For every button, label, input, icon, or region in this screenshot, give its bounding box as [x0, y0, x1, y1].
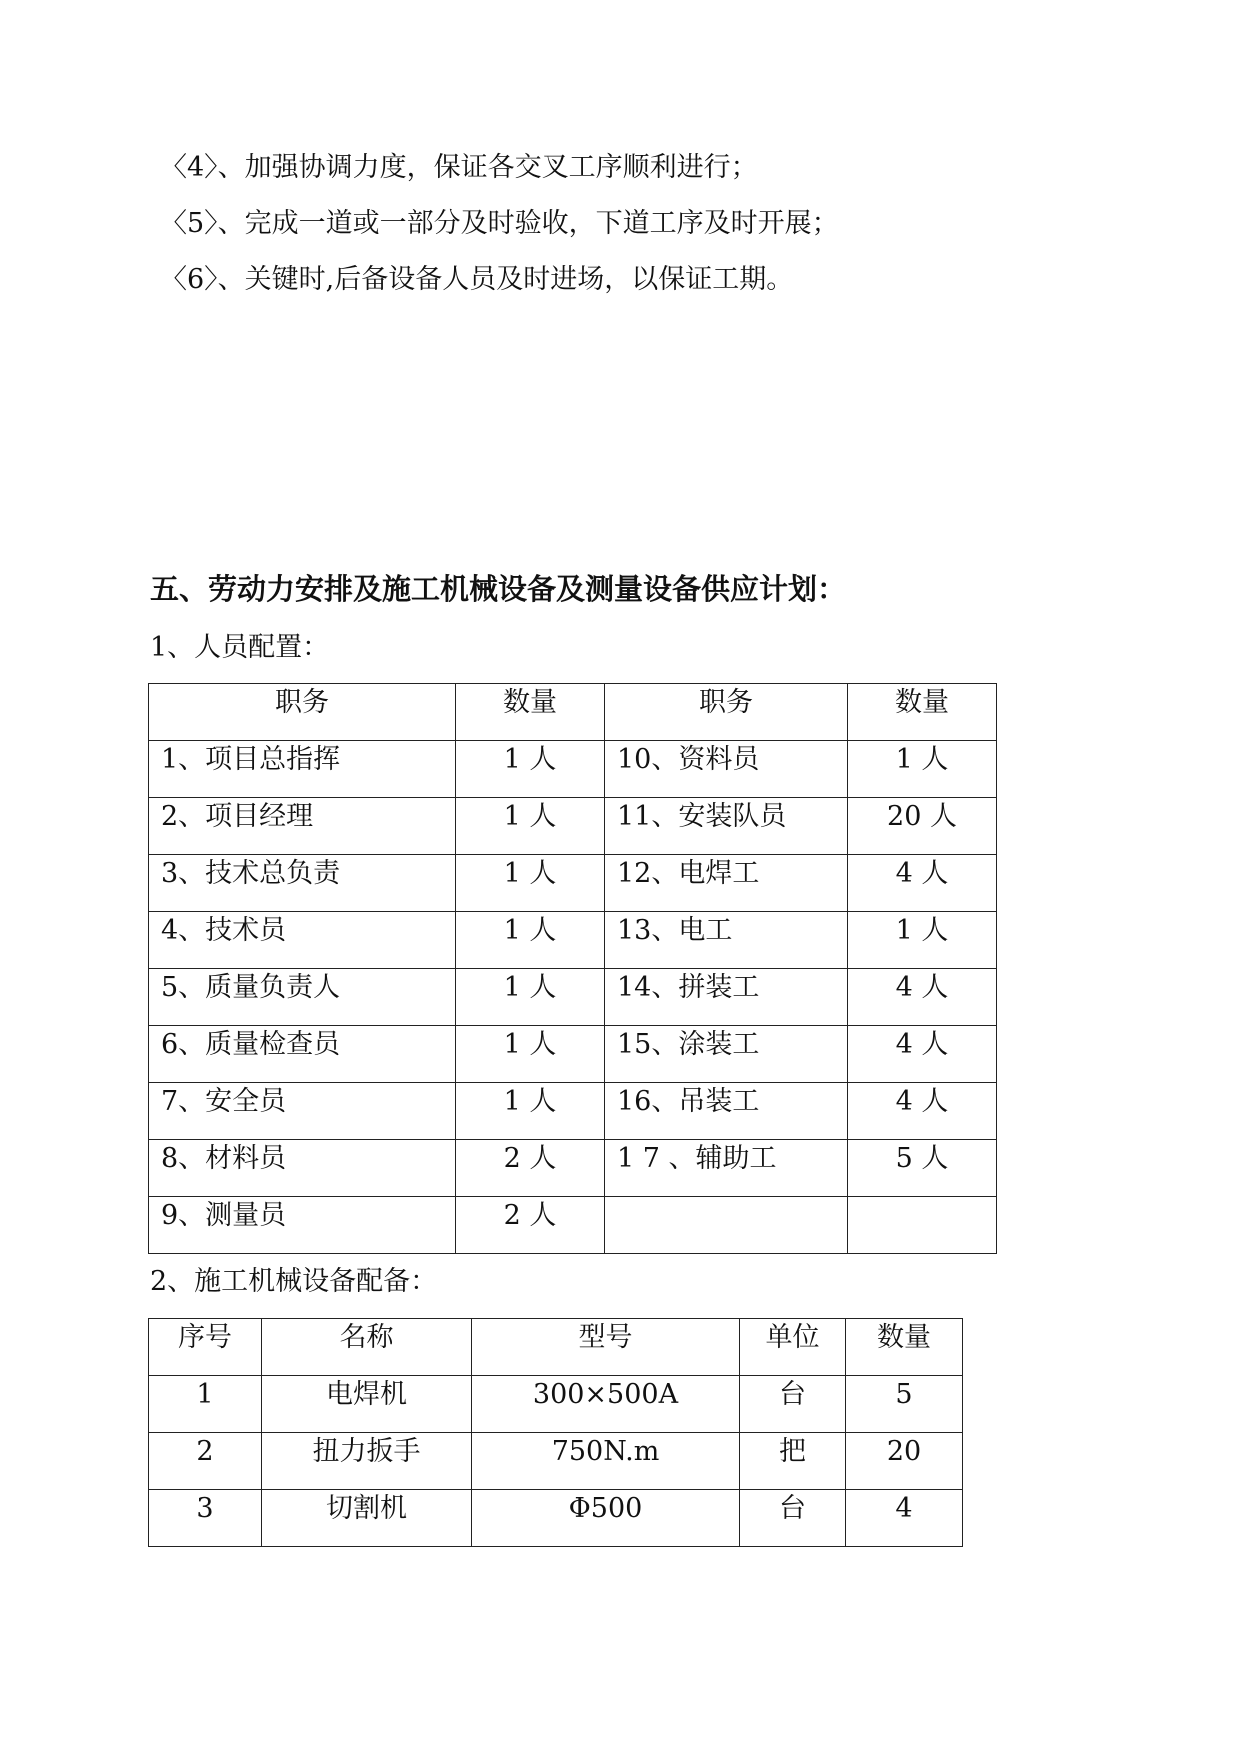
staff-heading: 1、人员配置：	[150, 632, 330, 663]
staff-header-row	[149, 684, 997, 741]
position-cell: 15、涂装工	[605, 1026, 848, 1083]
table-row	[149, 741, 997, 798]
model-cell: 750N.m	[472, 1433, 740, 1490]
quantity-cell: 20	[846, 1433, 963, 1490]
unit-cell: 台	[740, 1490, 846, 1547]
intro-line-5: 〈5〉、完成一道或一部分及时验收，下道工序及时开展；	[160, 208, 839, 239]
quantity-cell: 2 人	[456, 1140, 605, 1197]
name-cell: 扭力扳手	[262, 1433, 472, 1490]
header-name: 名称	[262, 1319, 472, 1376]
header-quantity: 数量	[846, 1319, 963, 1376]
position-cell: 7、安全员	[149, 1083, 456, 1140]
position-cell: 2、项目经理	[149, 798, 456, 855]
unit-cell: 台	[740, 1376, 846, 1433]
position-cell: 3、技术总负责	[149, 855, 456, 912]
table-row	[149, 912, 997, 969]
position-cell: 14、拼装工	[605, 969, 848, 1026]
intro-line-4: 〈4〉、加强协调力度，保证各交叉工序顺利进行；	[160, 152, 758, 183]
position-cell: 11、安装队员	[605, 798, 848, 855]
unit-cell: 把	[740, 1433, 846, 1490]
intro-line-6: 〈6〉、关键时,后备设备人员及时进场，以保证工期。	[160, 264, 794, 295]
position-cell: 12、电焊工	[605, 855, 848, 912]
position-cell	[605, 1197, 848, 1254]
quantity-cell: 1 人	[456, 741, 605, 798]
quantity-cell: 1 人	[848, 741, 997, 798]
equipment-table	[148, 1318, 963, 1547]
model-cell: 300×500A	[472, 1376, 740, 1433]
quantity-cell: 4 人	[848, 1083, 997, 1140]
position-cell: 6、质量检查员	[149, 1026, 456, 1083]
table-row	[149, 798, 997, 855]
position-cell: 16、吊装工	[605, 1083, 848, 1140]
quantity-cell: 2 人	[456, 1197, 605, 1254]
table-row	[149, 1083, 997, 1140]
quantity-cell: 4 人	[848, 969, 997, 1026]
table-row	[149, 1376, 963, 1433]
quantity-cell: 1 人	[456, 855, 605, 912]
position-cell: 1 7 、辅助工	[605, 1140, 848, 1197]
quantity-cell: 5	[846, 1376, 963, 1433]
quantity-cell	[848, 1197, 997, 1254]
serial-cell: 1	[149, 1376, 262, 1433]
position-cell: 8、材料员	[149, 1140, 456, 1197]
equipment-heading: 2、施工机械设备配备：	[150, 1266, 438, 1297]
quantity-cell: 1 人	[456, 1026, 605, 1083]
name-cell: 切割机	[262, 1490, 472, 1547]
table-row	[149, 1026, 997, 1083]
header-quantity-2: 数量	[848, 684, 997, 741]
quantity-cell: 1 人	[456, 1083, 605, 1140]
quantity-cell: 1 人	[456, 912, 605, 969]
header-quantity: 数量	[456, 684, 605, 741]
header-serial: 序号	[149, 1319, 262, 1376]
header-position: 职务	[149, 684, 456, 741]
table-row	[149, 855, 997, 912]
table-row	[149, 1197, 997, 1254]
quantity-cell: 1 人	[848, 912, 997, 969]
header-model: 型号	[472, 1319, 740, 1376]
quantity-cell: 5 人	[848, 1140, 997, 1197]
position-cell: 9、测量员	[149, 1197, 456, 1254]
section-title: 五、劳动力安排及施工机械设备及测量设备供应计划：	[150, 572, 847, 606]
quantity-cell: 1 人	[456, 798, 605, 855]
position-cell: 5、质量负责人	[149, 969, 456, 1026]
serial-cell: 2	[149, 1433, 262, 1490]
header-position-2: 职务	[605, 684, 848, 741]
staff-table	[148, 683, 997, 1254]
table-row	[149, 1490, 963, 1547]
quantity-cell: 4	[846, 1490, 963, 1547]
model-cell: Φ500	[472, 1490, 740, 1547]
table-row	[149, 969, 997, 1026]
position-cell: 13、电工	[605, 912, 848, 969]
position-cell: 10、资料员	[605, 741, 848, 798]
header-unit: 单位	[740, 1319, 846, 1376]
quantity-cell: 4 人	[848, 1026, 997, 1083]
table-row	[149, 1140, 997, 1197]
equipment-header-row	[149, 1319, 963, 1376]
serial-cell: 3	[149, 1490, 262, 1547]
quantity-cell: 20 人	[848, 798, 997, 855]
quantity-cell: 1 人	[456, 969, 605, 1026]
quantity-cell: 4 人	[848, 855, 997, 912]
name-cell: 电焊机	[262, 1376, 472, 1433]
position-cell: 1、项目总指挥	[149, 741, 456, 798]
table-row	[149, 1433, 963, 1490]
position-cell: 4、技术员	[149, 912, 456, 969]
